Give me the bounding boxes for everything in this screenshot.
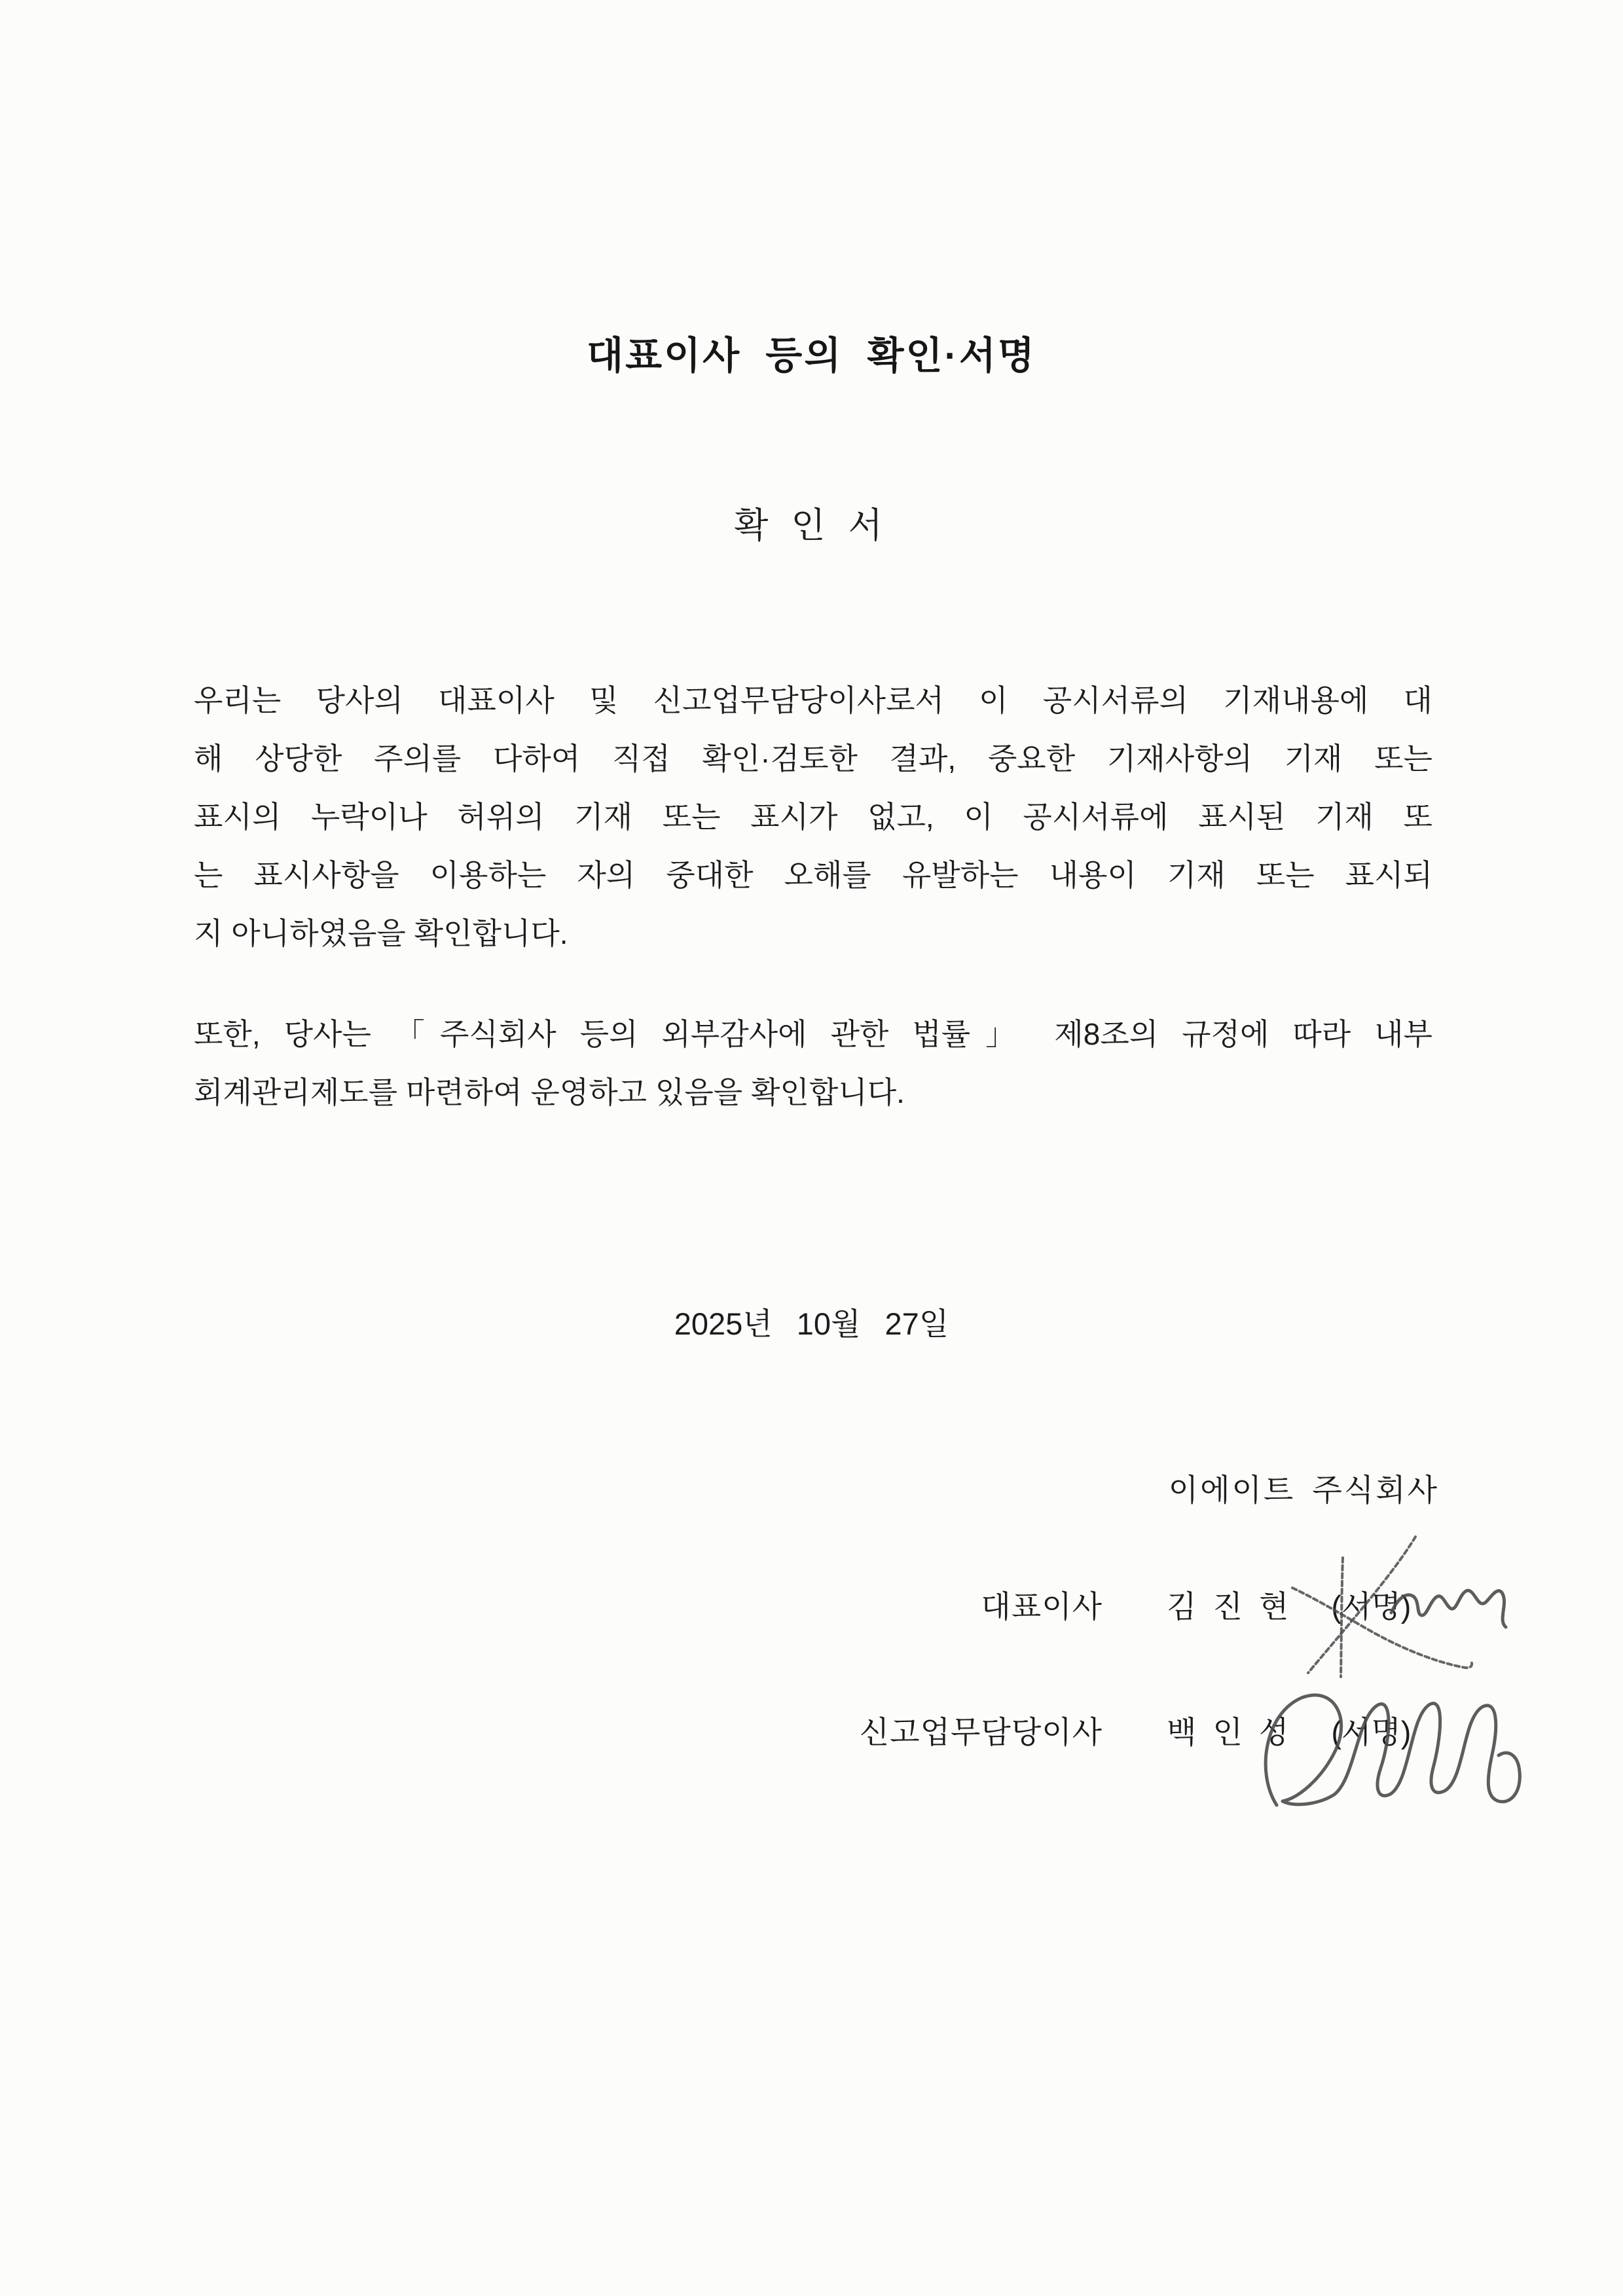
signer-name: 백 인 성 (1167, 1715, 1290, 1749)
signer-role: 신고업무담당이사 (859, 1715, 1103, 1749)
signer-role: 대표이사 (981, 1589, 1103, 1624)
document-subtitle: 확 인 서 (734, 506, 889, 545)
text-line: 해 상당한 주의를 다하여 직접 확인·검토한 결과, 중요한 기재사항의 기재 또는 (194, 742, 1432, 776)
text-line: 는 표시사항을 이용하는 자의 중대한 오해를 유발하는 내용이 기재 또는 표시되 (194, 858, 1432, 892)
confirmation-paragraph-2 (194, 1005, 1432, 1122)
document-title: 대표이사 등의 확인·서명 (587, 334, 1036, 377)
signer-name: 김 진 현 (1167, 1589, 1290, 1624)
document-date: 2025년 10월 27일 (674, 1306, 949, 1341)
text-line: 회계관리제도를 마련하여 운영하고 있음을 확인합니다. (194, 1075, 905, 1109)
text-line: 또한, 당사는 「주식회사 등의 외부감사에 관한 법률」 제8조의 규정에 따라 내부 (194, 1017, 1432, 1051)
text-line: 표시의 누락이나 허위의 기재 또는 표시가 없고, 이 공시서류에 표시된 기재 또 (194, 800, 1432, 834)
company-name: 이에이트 주식회사 (1168, 1473, 1439, 1507)
confirmation-paragraph-1 (194, 672, 1432, 963)
officer-handwritten-signature (1236, 1679, 1537, 1837)
signature-placeholder-label: (서명) (1331, 1715, 1412, 1749)
text-line: 지 아니하였음을 확인합니다. (194, 916, 568, 950)
text-line: 우리는 당사의 대표이사 및 신고업무담당이사로서 이 공시서류의 기재내용에 대 (194, 683, 1432, 717)
signature-placeholder-label: (서명) (1331, 1589, 1412, 1624)
